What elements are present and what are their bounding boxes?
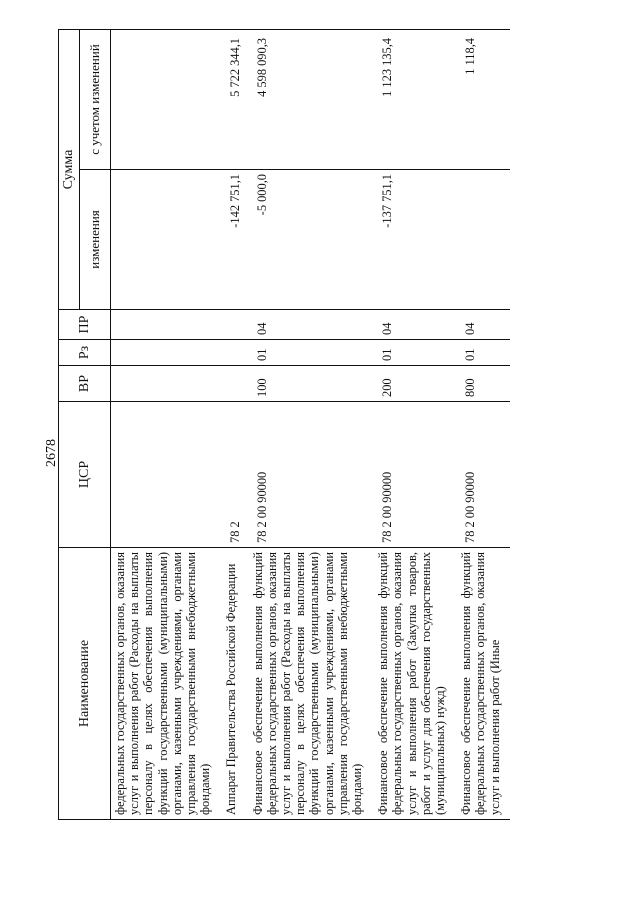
row-csr: 78 2 00 90000 <box>372 402 455 548</box>
row-changes: -142 751,1 <box>220 170 246 310</box>
row-rz <box>111 340 221 366</box>
row-rz: 01 <box>372 340 455 366</box>
table-row <box>455 30 510 820</box>
row-vr: 200 <box>372 366 455 402</box>
row-vr: 800 <box>455 366 510 402</box>
row-vr <box>111 366 221 402</box>
row-csr: 78 2 <box>220 402 246 548</box>
row-name: федеральных государственных органов, оказания услуг и выполнения работ (Расходы на выплаты персоналу в целях обеспечения выполнения функций государственными (муниципальными) органами, казенными учреждениями, органами управления государственными внебюджетными фондами) <box>111 548 221 820</box>
row-rz <box>220 340 246 366</box>
header-name: Наименование <box>59 548 111 820</box>
row-with-changes <box>111 30 221 170</box>
row-name: Аппарат Правительства Российской Федерации <box>220 548 246 820</box>
row-name: Финансовое обеспечение выполнения функций федеральных государственных органов, оказания услуг и выполнения работ (Закупка товаров, работ и услуг для обеспечения государственных (муниципальных) нужд) <box>372 548 455 820</box>
row-csr: 78 2 00 90000 <box>247 402 373 548</box>
header-vr: ВР <box>59 366 111 402</box>
row-with-changes: 4 598 090,3 <box>247 30 373 170</box>
row-vr: 100 <box>247 366 373 402</box>
row-csr <box>111 402 221 548</box>
row-changes <box>111 170 221 310</box>
row-pr <box>220 310 246 340</box>
table-row <box>220 30 246 820</box>
row-with-changes: 1 118,4 <box>455 30 510 170</box>
table-row <box>247 30 373 820</box>
row-pr: 04 <box>455 310 510 340</box>
table-row <box>111 30 221 820</box>
header-with-changes: с учетом изменений <box>80 30 111 170</box>
row-name: Финансовое обеспечение выполнения функций федеральных государственных органов, оказания услуг и выполнения работ (Расходы на выплаты персоналу в целях обеспечения выполнения функций государственными (муниципальными) органами, казенными учреждениями, органами управления государственными внебюджетными фондами) <box>247 548 373 820</box>
row-csr: 78 2 00 90000 <box>455 402 510 548</box>
budget-table <box>58 29 510 820</box>
row-with-changes: 5 722 344,1 <box>220 30 246 170</box>
row-pr: 04 <box>372 310 455 340</box>
page-number: 2678 <box>44 439 59 467</box>
table-row <box>372 30 455 820</box>
row-rz: 01 <box>455 340 510 366</box>
row-with-changes: 1 123 135,4 <box>372 30 455 170</box>
header-sum: Сумма <box>59 30 80 310</box>
row-vr <box>220 366 246 402</box>
row-pr <box>111 310 221 340</box>
row-pr: 04 <box>247 310 373 340</box>
header-changes: изменения <box>80 170 111 310</box>
row-name: Финансовое обеспечение выполнения функций федеральных государственных органов, оказания услуг и выполнения работ (Иные <box>455 548 510 820</box>
header-rz: Рз <box>59 340 111 366</box>
row-rz: 01 <box>247 340 373 366</box>
header-pr: ПР <box>59 310 111 340</box>
row-changes: -137 751,1 <box>372 170 455 310</box>
row-changes <box>455 170 510 310</box>
header-csr: ЦСР <box>59 402 111 548</box>
row-changes: -5 000,0 <box>247 170 373 310</box>
